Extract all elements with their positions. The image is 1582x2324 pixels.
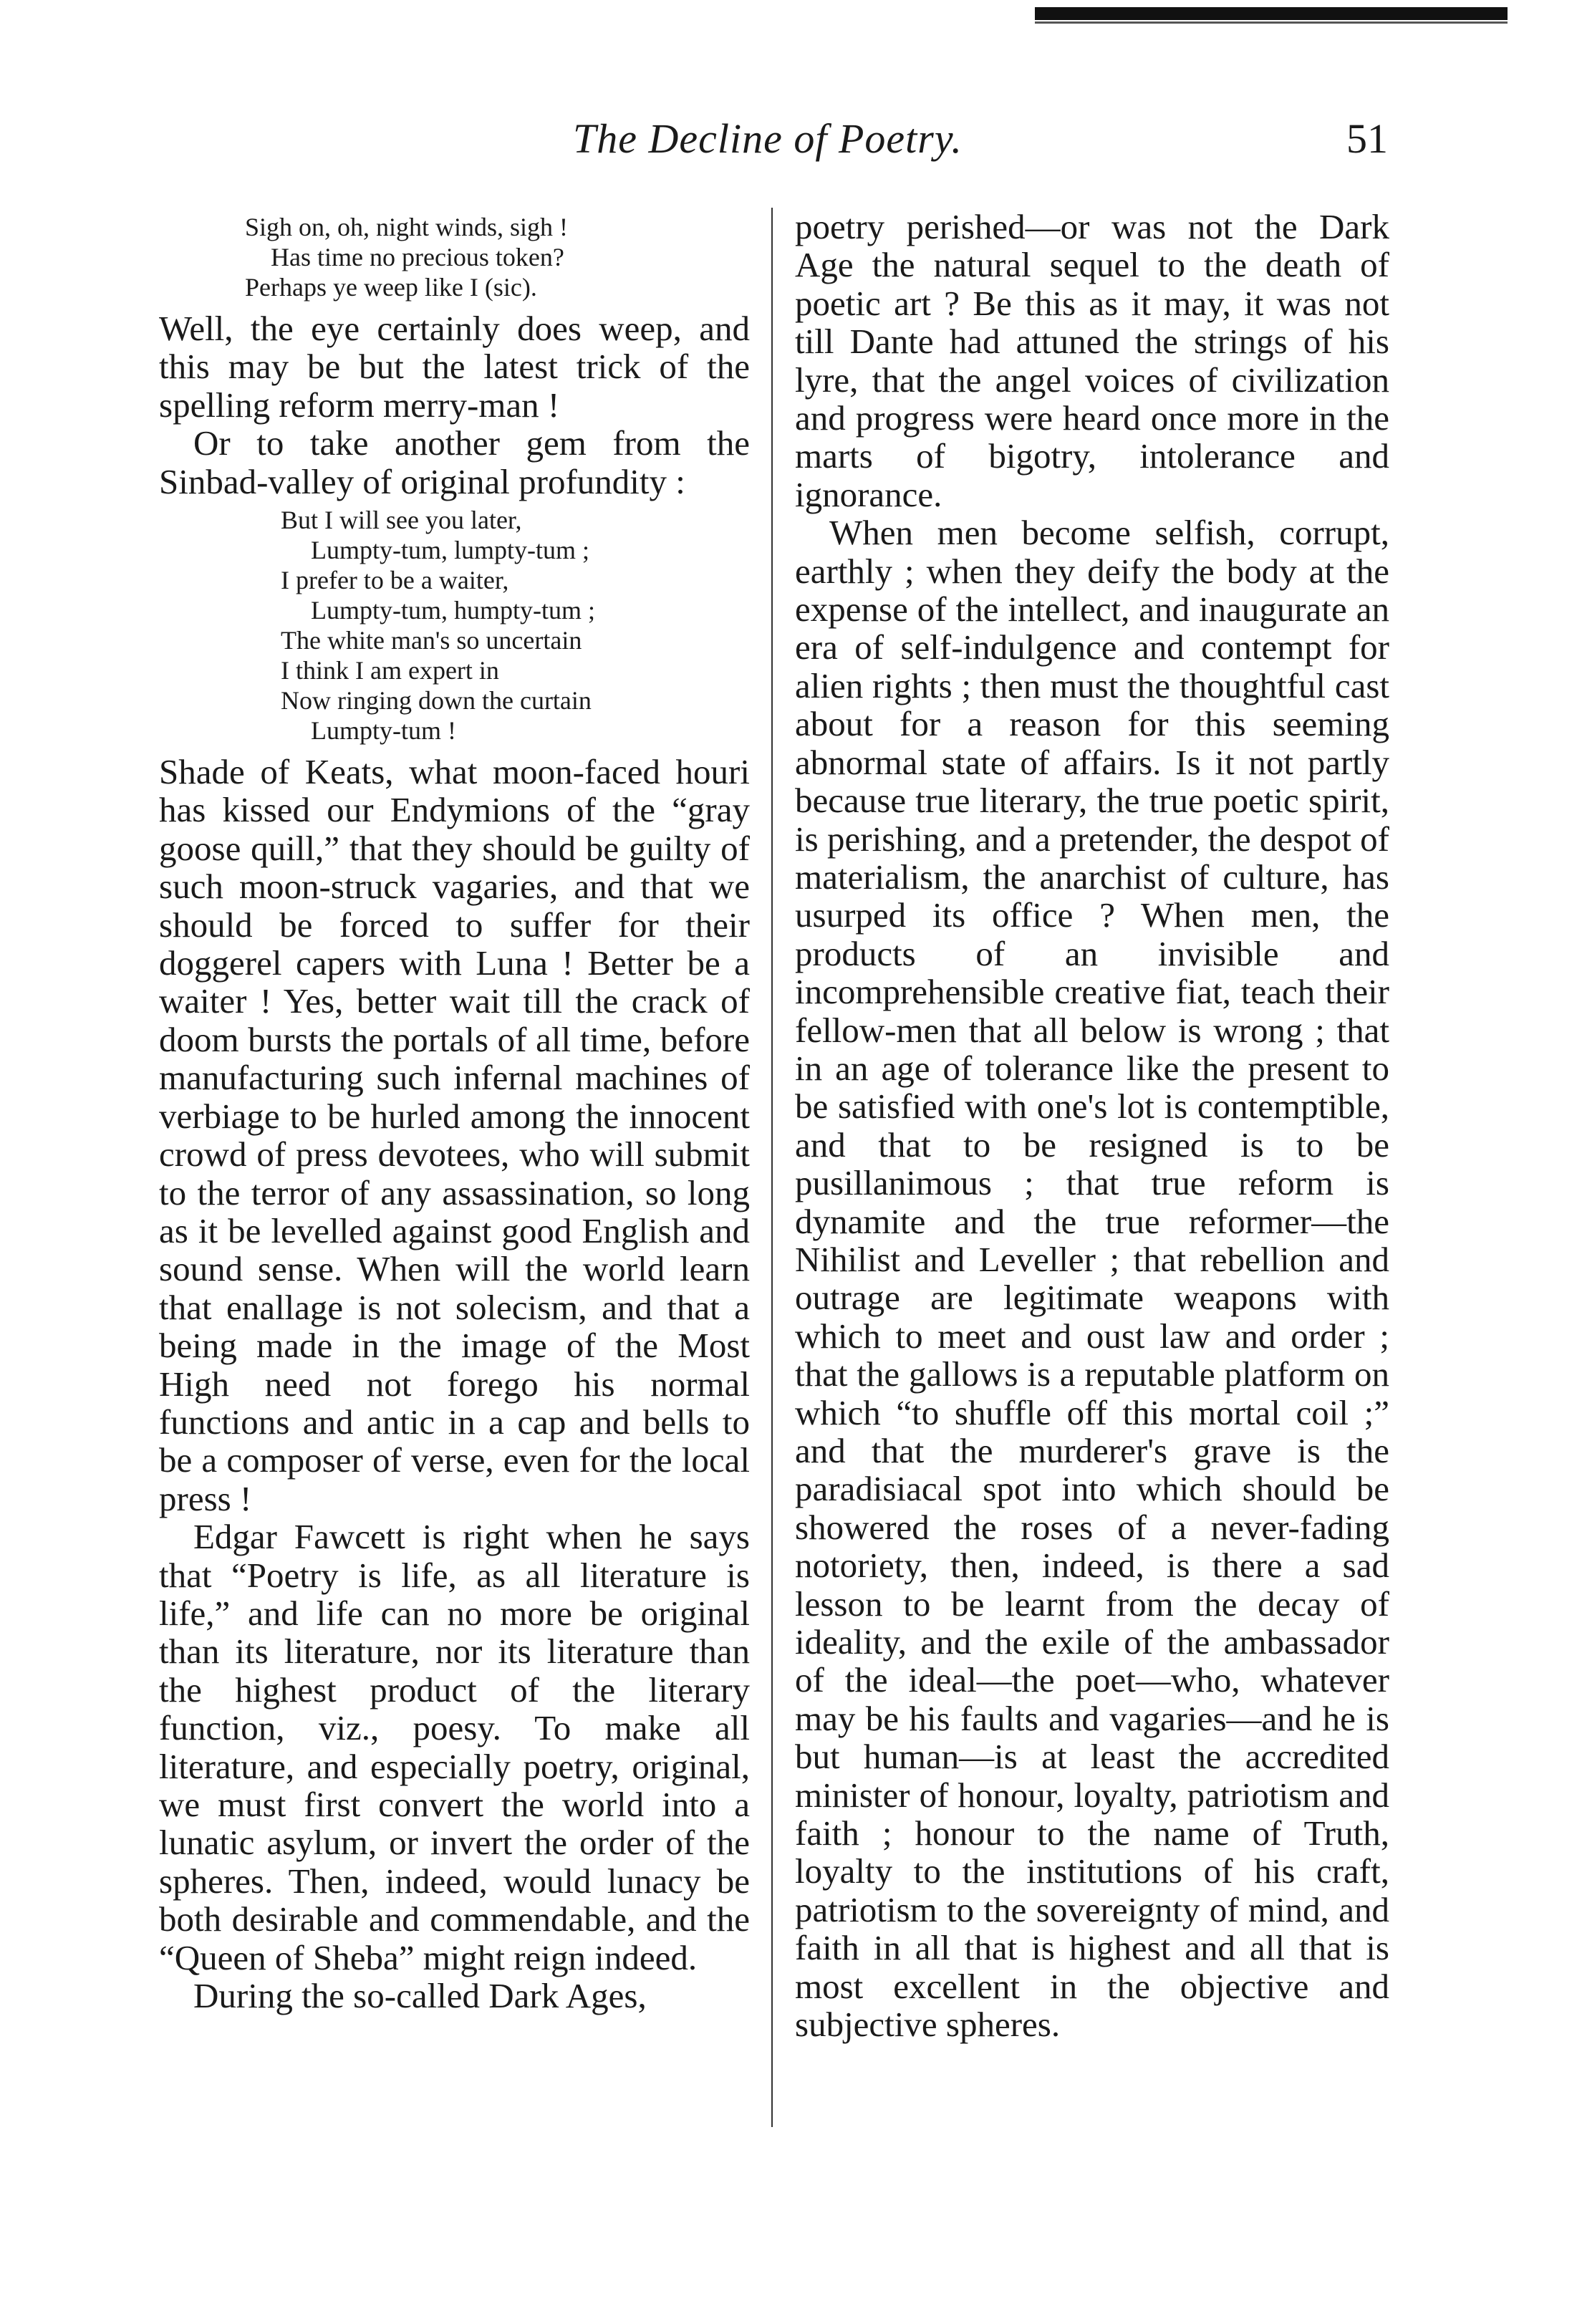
paragraph: Shade of Keats, what moon-faced houri has kissed our Endymions of the “gray goose quill,” that they should be guilty of such moon-struck vagaries, and that we should be forced to suffer for their doggerel capers with Luna ! Better be a waiter ! Yes, better wait till the crack of doom bursts the portals of all time, before manufacturing such infernal machines of verbiage to be hurled among the innocent crowd of press devotees, who will submit to the terror of any assassination, so long as it be levelled against good English and sound sense. When will the world learn that enallage is not solecism, and that a being made in the image of the Most High need not forego his normal functions and antic in a cap and bells to be a composer of verse, even for the local press ! — [159, 752, 750, 1518]
verse-line: Lumpty-tum, humpty-tum ; — [311, 596, 595, 625]
verse-line: Lumpty-tum, lumpty-tum ; — [311, 536, 589, 565]
verse-line: Perhaps ye weep like I (sic). — [245, 273, 537, 302]
running-head — [0, 115, 1582, 172]
paragraph: poetry perished—or was not the Dark Age the natural sequel to the death of poetic art ? Be this as it may, it was not till Dante had attuned the strings of his lyre, that the angel voices of civilization and progress were heard once more in the marts of bigotry, intolerance and ignorance. — [795, 207, 1389, 514]
paragraph: During the so-called Dark Ages, — [193, 1976, 647, 2016]
verse-stanza-2 — [159, 505, 750, 746]
column-divider — [771, 208, 773, 2127]
verse-line: But I will see you later, — [281, 506, 522, 535]
left-column — [159, 208, 750, 2015]
paragraph: Or to take another gem from the Sinbad-valley of original profundity : — [159, 423, 750, 501]
running-title: The Decline of Poetry. — [573, 115, 963, 162]
page-number: 51 — [1346, 115, 1388, 162]
verse-line: Now ringing down the curtain — [281, 686, 592, 715]
top-rule-thin — [1035, 21, 1508, 24]
verse-line: Sigh on, oh, night winds, sigh ! — [245, 213, 569, 241]
verse-line: Lumpty-tum ! — [311, 716, 456, 746]
verse-line: I prefer to be a waiter, — [281, 566, 509, 595]
verse-line: Has time no precious token? — [271, 243, 564, 271]
verse-stanza-1 — [159, 212, 750, 302]
top-rule — [1035, 7, 1508, 20]
paragraph: When men become selfish, corrupt, earthly ; when they deify the body at the expense of the intellect, and inaugurate an era of self-indulgence and contempt for alien rights ; then must the thoughtful cast about for a reason for this seeming abnormal state of affairs. Is it not partly because true literary, the true poetic spirit, is perishing, and a pretender, the despot of materialism, the anarchist of culture, has usurped its office ? When men, the products of an invisible and incomprehensible creative fiat, teach their fellow-men that all below is wrong ; that in an age of tolerance like the present to be satisfied with one's lot is contemptible, and that to be resigned is to be pusillanimous ; that true reform is dynamite and the true reformer—the Nihilist and Leveller ; that rebellion and outrage are legitimate weapons with which to meet and oust law and order ; that the gallows is a reputable platform on which “to shuffle off this mortal coil ;” and that the murderer's grave is the paradisiacal spot into which should be showered the roses of a never-fading notoriety, then, indeed, is there a sad lesson to be learnt from the decay of ideality, and the exile of the ambassador of the ideal—the poet—who, whatever may be his faults and vagaries—and he is but human—is at least the accredited minister of honour, loyalty, patriotism and faith ; honour to the name of Truth, loyalty to the institutions of his craft, patriotism to the sovereignty of mind, and faith in all that is highest and all that is most excellent in the objective and subjective spheres. — [795, 513, 1389, 2045]
verse-line: The white man's so uncertain — [281, 626, 582, 655]
right-column — [795, 208, 1389, 2044]
paragraph: Well, the eye certainly does weep, and this may be but the latest trick of the spelling reform merry-man ! — [159, 309, 750, 425]
paragraph: Edgar Fawcett is right when he says that “Poetry is life, as all literature is life,” and life can no more be original than its literature, nor its literature than the highest product of the literary function, viz., poesy. To make all literature, and especially poetry, original, we must first convert the world into a lunatic asylum, or invert the order of the spheres. Then, indeed, would lunacy be both desirable and commendable, and the “Queen of Sheba” might reign indeed. — [159, 1517, 750, 1977]
verse-line: I think I am expert in — [281, 656, 499, 685]
